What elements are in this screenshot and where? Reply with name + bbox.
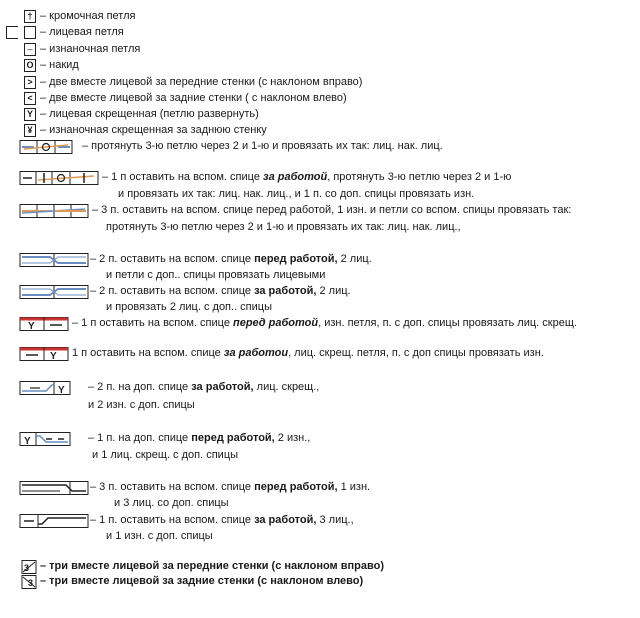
edge-stitch-icon: † bbox=[24, 10, 36, 23]
k3tog-back-icon bbox=[0, 575, 40, 591]
cross-1-3-back-icon bbox=[0, 514, 90, 530]
svg-text:3: 3 bbox=[28, 578, 34, 588]
k2tog-front-icon: > bbox=[24, 76, 36, 89]
cable-2-2-front-icon bbox=[0, 253, 90, 269]
knit-icon-left-border bbox=[6, 26, 18, 39]
cable-2-2-back-icon bbox=[0, 285, 90, 301]
knit-icon bbox=[24, 26, 36, 39]
cross-twisted-back-icon bbox=[0, 347, 70, 363]
cross-twisted-front-icon bbox=[0, 317, 70, 333]
cable-3-purl-front-icon bbox=[0, 204, 90, 220]
svg-text:Y: Y bbox=[24, 436, 31, 447]
purl-twisted-icon: ¥ bbox=[24, 124, 36, 137]
purl-icon: – bbox=[24, 43, 36, 56]
svg-text:Y: Y bbox=[28, 321, 35, 332]
k3tog-front-icon bbox=[0, 560, 40, 576]
svg-text:Y: Y bbox=[58, 385, 65, 396]
cross-1-2-front-icon bbox=[0, 432, 90, 448]
svg-text:3: 3 bbox=[24, 563, 30, 573]
svg-text:Y: Y bbox=[50, 351, 57, 362]
yarn-over-icon: O bbox=[24, 59, 36, 72]
cable-3-yo-icon bbox=[0, 140, 80, 156]
cross-2-1-back-icon bbox=[0, 381, 90, 397]
k2tog-back-icon: < bbox=[24, 92, 36, 105]
cross-3-1-front-icon bbox=[0, 481, 90, 497]
knit-twisted-icon: Y bbox=[24, 108, 36, 121]
cable-3-yo-purl-icon bbox=[0, 171, 100, 187]
